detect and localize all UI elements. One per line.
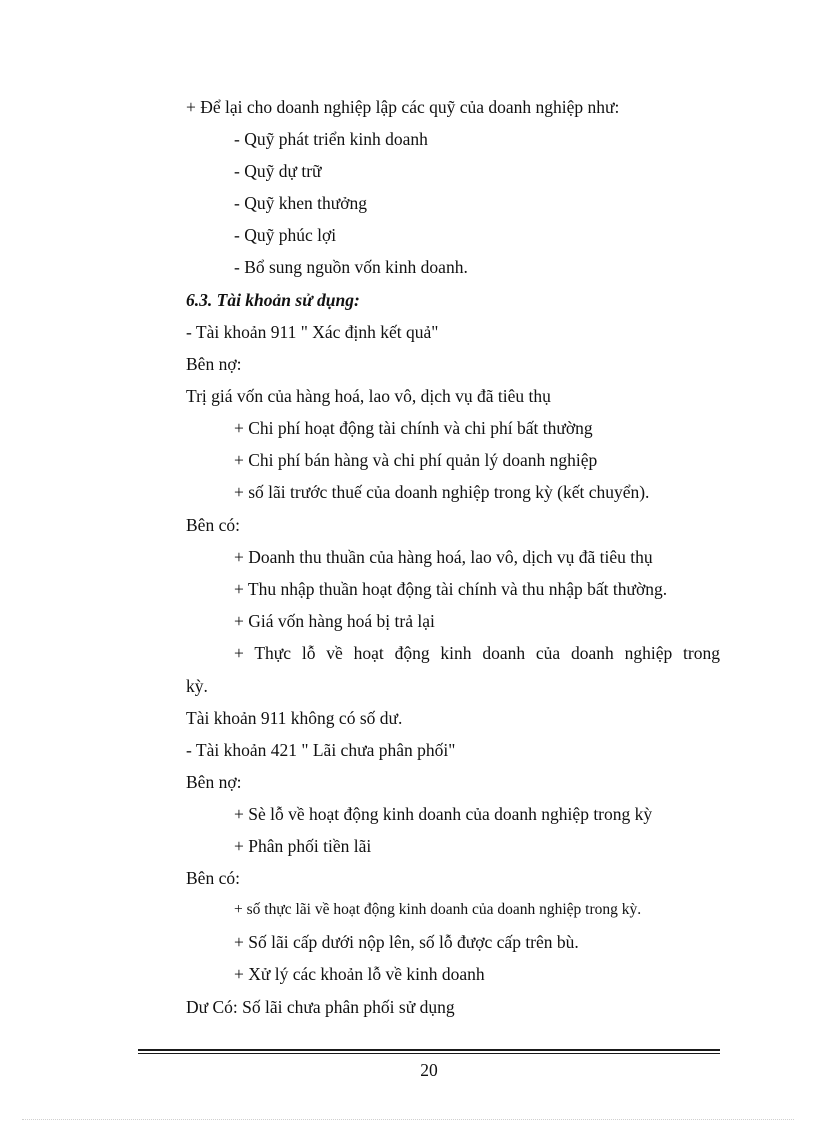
account-title-911: - Tài khoản 911 " Xác định kết quả": [186, 322, 439, 342]
list-item: + Doanh thu thuần của hàng hoá, lao vô, dịch vụ đã tiêu thụ: [234, 547, 653, 567]
list-item: + Thu nhập thuần hoạt động tài chính và thu nhập bất thường.: [234, 579, 668, 599]
list-item: + Thực lỗ về hoạt động kinh doanh của doanh nghiệp trong: [234, 643, 720, 663]
footer-divider-thin: [138, 1053, 720, 1054]
footer-divider: [138, 1049, 720, 1051]
text-line: Trị giá vốn của hàng hoá, lao vô, dịch vụ đã tiêu thụ: [186, 386, 551, 406]
text-line: Tài khoản 911 không có số dư.: [186, 708, 403, 728]
page-number: 20: [420, 1060, 438, 1080]
list-item: - Quỹ phát triển kinh doanh: [234, 129, 428, 149]
list-item: + Sè lỗ về hoạt động kinh doanh của doanh nghiệp trong kỳ: [234, 804, 653, 824]
credit-label: Bên có:: [186, 515, 240, 535]
text-line-balance: Dư Có: Số lãi chưa phân phối sử dụng: [186, 997, 455, 1017]
text-line-fund-intro: + Để lại cho doanh nghiệp lập các quỹ của doanh nghiệp như:: [186, 97, 620, 117]
account-title-421: - Tài khoản 421 " Lãi chưa phân phối": [186, 740, 456, 760]
debit-label: Bên nợ:: [186, 772, 242, 792]
list-item: - Quỹ phúc lợi: [234, 225, 337, 245]
list-item: - Quỹ dự trữ: [234, 161, 322, 181]
debit-label: Bên nợ:: [186, 354, 242, 374]
list-item: + Chi phí bán hàng và chi phí quản lý doanh nghiệp: [234, 450, 598, 470]
credit-label: Bên có:: [186, 868, 240, 888]
list-item: + Giá vốn hàng hoá bị trả lại: [234, 611, 435, 631]
list-item: + Chi phí hoạt động tài chính và chi phí bất thường: [234, 418, 593, 438]
section-heading: 6.3. Tài khoản sử dụng:: [186, 290, 360, 310]
list-item: - Bổ sung nguồn vốn kinh doanh.: [234, 257, 468, 277]
page-edge-separator: [22, 1119, 794, 1120]
list-item: + số thực lãi về hoạt động kinh doanh của doanh nghiệp trong kỳ.: [234, 901, 642, 918]
list-item: + Xử lý các khoản lỗ về kinh doanh: [234, 964, 485, 984]
text-line-continuation: kỳ.: [186, 676, 208, 696]
list-item: + Số lãi cấp dưới nộp lên, số lỗ được cấp trên bù.: [234, 932, 579, 952]
list-item: + số lãi trước thuế của doanh nghiệp trong kỳ (kết chuyển).: [234, 482, 650, 502]
list-item: + Phân phối tiền lãi: [234, 836, 372, 856]
list-item: - Quỹ khen thưởng: [234, 193, 367, 213]
